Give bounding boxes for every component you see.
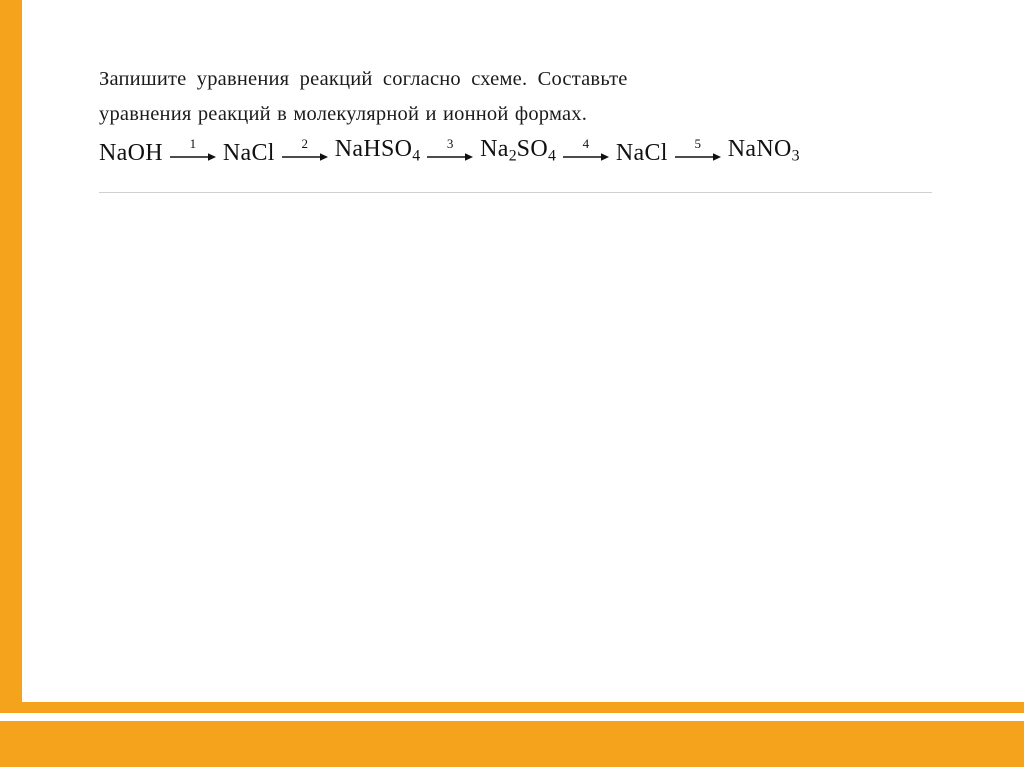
content-divider [99, 192, 932, 193]
scheme-formula-na2so4: $Na_2SO_4$ [480, 136, 556, 165]
arrow-label-1: 1 [189, 135, 197, 151]
scheme-formula-naoh: NaOH [99, 139, 163, 166]
bottom-accent-bar [0, 721, 1024, 767]
arrow-icon [427, 152, 473, 162]
arrow-label-3: 3 [446, 135, 454, 151]
arrow-label-4: 4 [582, 135, 590, 151]
arrow-icon [675, 152, 721, 162]
scheme-formula-nacl-1: NaCl [222, 139, 275, 166]
task-text-line-1: Запишите уравнения реакций согласно схеме. Составьте [99, 68, 628, 90]
scheme-formula-nano3: NaNO$_3$ [727, 136, 800, 165]
left-accent-bar [0, 0, 22, 767]
arrow-label-2: 2 [301, 135, 308, 151]
reaction-scheme [99, 137, 932, 165]
arrow-icon [282, 152, 328, 162]
bottom-accent-gap [0, 713, 1024, 721]
bottom-accent-thin-bar [0, 702, 1024, 713]
arrow-icon [563, 152, 609, 162]
scheme-arrow-5 [675, 137, 721, 162]
arrow-icon [170, 152, 216, 162]
scheme-formula-nahso4: NaHSO$_4$ [334, 136, 421, 165]
scheme-arrow-1 [170, 137, 216, 162]
scheme-arrow-2 [282, 137, 328, 162]
scheme-formula-nacl-2: NaCl [615, 139, 668, 166]
task-text-line-2: уравнения реакций в молекулярной и ионной формах. [99, 103, 588, 126]
arrow-label-5: 5 [694, 135, 701, 151]
task-content-block [99, 66, 932, 165]
scheme-arrow-3 [427, 137, 473, 162]
scheme-arrow-4 [563, 137, 609, 162]
